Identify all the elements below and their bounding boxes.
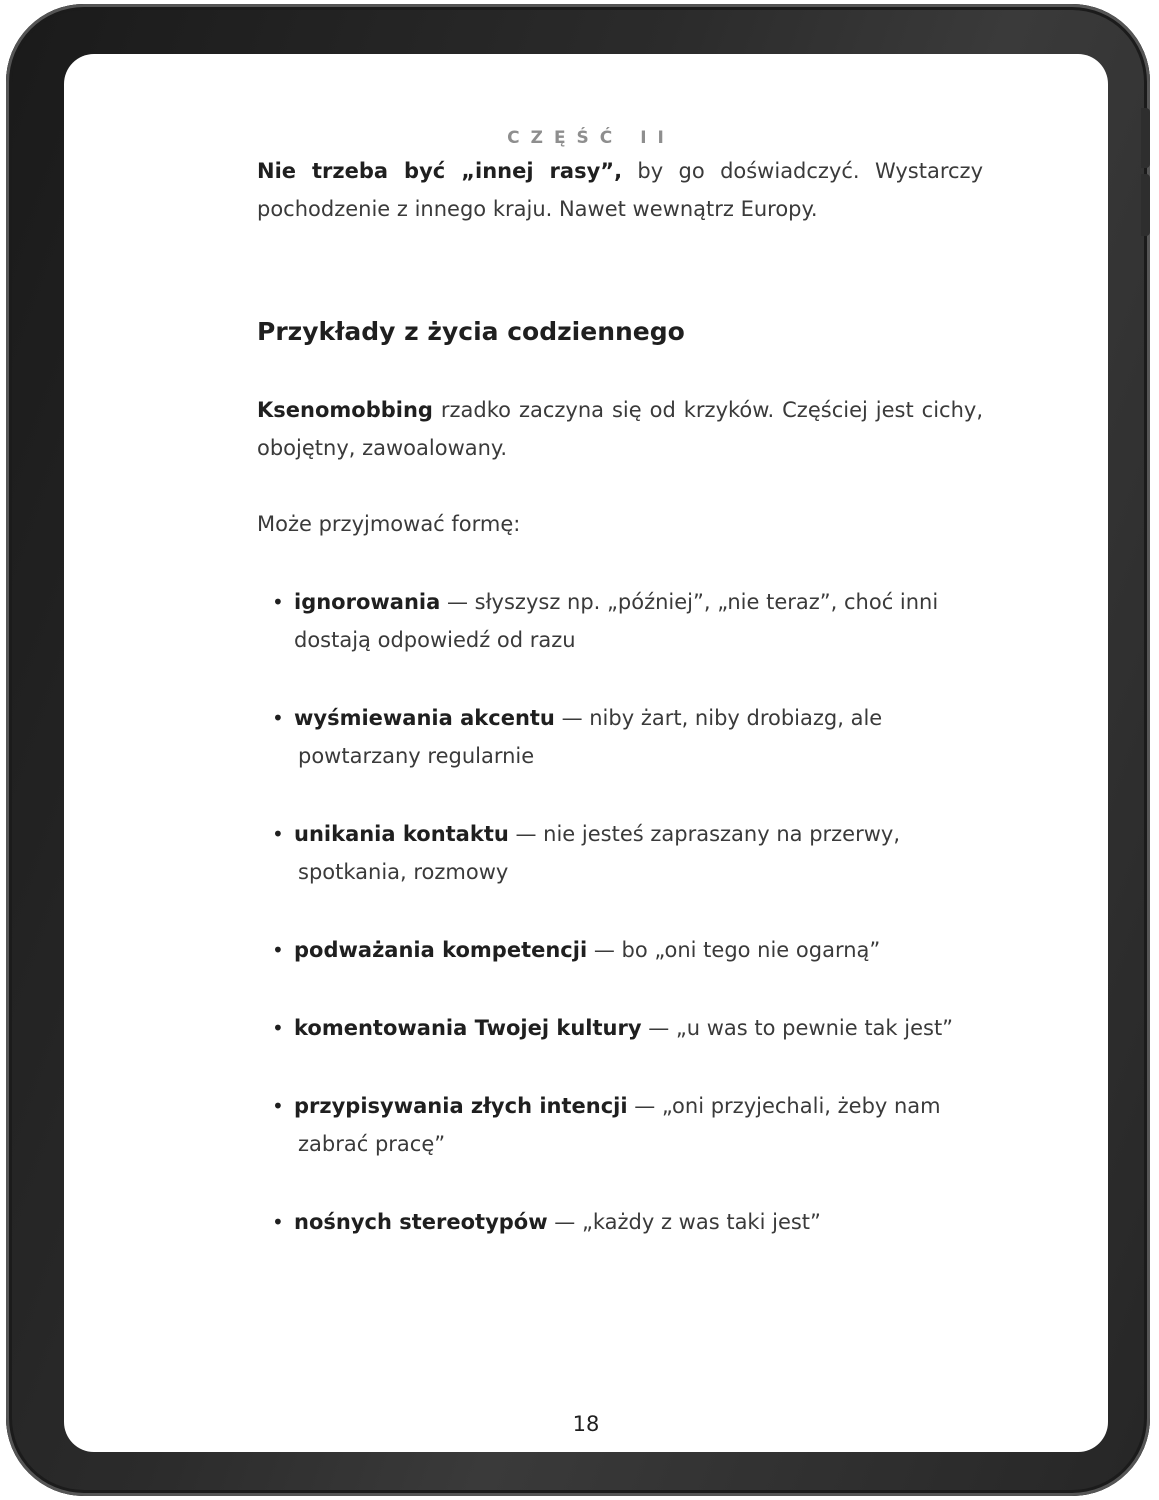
list-item-text-cont: zabrać pracę”: [298, 1132, 446, 1156]
list-item-text: — bo „oni tego nie ogarną”: [587, 938, 881, 962]
list-item-text: — nie jesteś zapraszany na przerwy,: [508, 822, 901, 846]
list-item-text: — „każdy z was taki jest”: [547, 1210, 821, 1234]
list-item: [257, 815, 983, 891]
forms-list: [257, 583, 983, 1241]
list-item-term: unikania kontaktu: [294, 822, 509, 846]
page-content: [257, 152, 983, 1281]
section-title: Przykłady z życia codziennego: [257, 317, 685, 346]
bullet-icon: •: [272, 706, 284, 730]
list-item: [257, 1203, 983, 1241]
paragraph-text: rzadko zaczyna się od krzyków. Częściej jest cichy, obojętny, zawoalowany.: [257, 398, 983, 460]
paragraph-ksenomobbing: [257, 391, 983, 467]
volume-up-button: [1141, 108, 1150, 168]
list-item-term: nośnych stereotypów: [294, 1210, 548, 1234]
list-item-text: — „u was to pewnie tak jest”: [641, 1016, 954, 1040]
intro-text: by go doświadczyć. Wystarczy pochodzenie z innego kraju. Nawet wewnątrz Europy.: [257, 159, 983, 221]
list-item-term: wyśmiewania akcentu: [294, 706, 555, 730]
bullet-icon: •: [272, 822, 284, 846]
page-number: 18: [572, 1412, 600, 1436]
list-item: [257, 1087, 983, 1163]
bullet-icon: •: [272, 1094, 284, 1118]
bullet-icon: •: [272, 1210, 284, 1234]
intro-bold: Nie trzeba być „innej rasy”,: [257, 159, 623, 183]
list-item-text: — niby żart, niby drobiazg, ale: [554, 706, 883, 730]
list-item-text-cont: dostają odpowiedź od razu: [294, 628, 576, 652]
list-item-term: przypisywania złych intencji: [294, 1094, 628, 1118]
list-item-text: — „oni przyjechali, żeby nam: [627, 1094, 941, 1118]
list-item-text-cont: spotkania, rozmowy: [298, 860, 509, 884]
running-head: CZĘŚĆ II: [507, 128, 675, 148]
bullet-icon: •: [272, 1016, 284, 1040]
bullet-icon: •: [272, 590, 284, 614]
list-item: [257, 931, 983, 969]
list-item-term: podważania kompetencji: [294, 938, 588, 962]
volume-down-button: [1141, 174, 1150, 236]
bullet-icon: •: [272, 938, 284, 962]
list-item-text-cont: powtarzany regularnie: [298, 744, 535, 768]
list-item-text: — słyszysz np. „później”, „nie teraz”, choć inni: [440, 590, 939, 614]
list-item-term: ignorowania: [294, 590, 441, 614]
list-item: [257, 1009, 983, 1047]
list-item: [257, 699, 983, 775]
intro-paragraph: [257, 152, 983, 228]
ebook-page[interactable]: [64, 54, 1108, 1452]
list-item-term: komentowania Twojej kultury: [294, 1016, 642, 1040]
list-item: [257, 583, 983, 659]
paragraph-bold: Ksenomobbing: [257, 398, 433, 422]
paragraph-forms-intro: Może przyjmować formę:: [257, 512, 521, 536]
tablet-frame: [6, 4, 1150, 1496]
